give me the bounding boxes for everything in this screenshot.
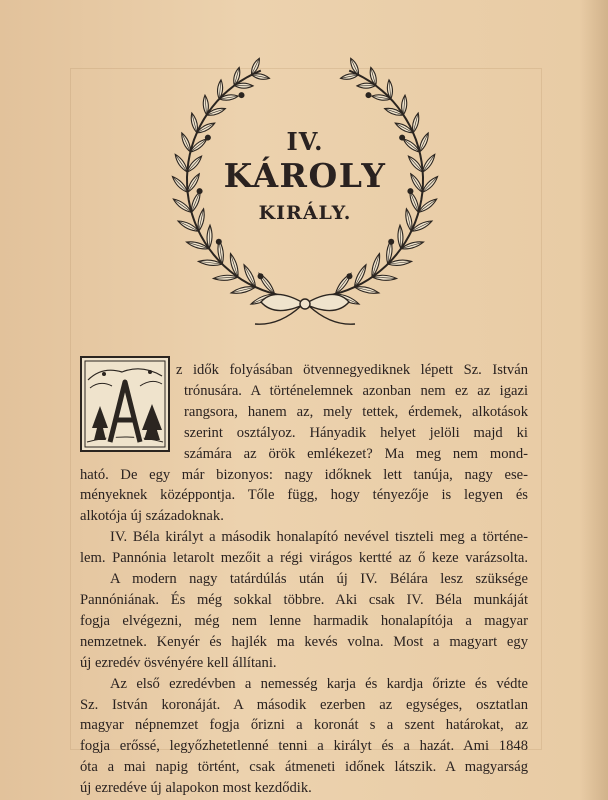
heading-title: KIRÁLY. [258, 202, 352, 224]
wreath-berry [365, 92, 371, 98]
wreath-berry [388, 239, 394, 245]
wreath-knot [300, 299, 310, 309]
wreath-berry [258, 273, 264, 279]
text-line: A modern nagy tatárdúlás után új IV. Bélára lesz szüksége [110, 571, 528, 588]
chapter-heading [200, 128, 410, 226]
text-line: Az első ezredévben a nemesség karja és kardja őrizte és védte [110, 675, 528, 692]
text-line: fogja erőssé, legyőzhetetlenné tenni a királyt és a hazát. Ami 1848 [80, 738, 528, 755]
text-line: IV. Béla királyt a második honalapító nevével tiszteli meg a történe- [110, 529, 528, 546]
drop-cap-letter: A [124, 446, 126, 447]
text-line: új ezredév ösvényére kell állítani. [80, 654, 277, 671]
page-edge-shadow [580, 0, 608, 800]
heading-number: IV. [286, 127, 324, 156]
text-line: magyar népnemzet fogja őrizni a koronát s a szent határokat, az [80, 717, 528, 734]
body-text [80, 360, 528, 799]
text-line: trónusára. A történelemnek azonban nem ez az igazi [184, 382, 528, 399]
text-line: nemzetnek. Kenyér és hajlék ma kevés volna. Most a magyart egy [80, 633, 528, 650]
text-line: Sz. István koronáját. A második ezerben az egységes, osztatlan [80, 696, 528, 713]
wreath-berry [346, 273, 352, 279]
wreath-leaf-vein [422, 177, 437, 193]
wreath-berry [239, 92, 245, 98]
text-line: Pannóniának. És még sokkal többre. Aki csak IV. Béla munkáját [80, 591, 528, 608]
wreath-leaf-vein [175, 154, 187, 172]
wreath-berry [216, 239, 222, 245]
text-line: lem. Pannónia letarolt mezőit a régi virágos kertté az ő keze varázsolta. [80, 550, 528, 567]
text-line: ható. De egy már bizonyos: nagy időknek lett tanúja, nagy ese- [80, 466, 528, 483]
text-line: z idők folyásában ötvennegyediknek lépett Sz. István [176, 362, 528, 378]
text-line: óta a mai napig történt, csak átmeneti időnek látszik. A magyarság [80, 759, 528, 776]
wreath-leaf-vein [172, 177, 187, 193]
text-line: számára az örök emlékezet? Ma meg nem mond- [184, 445, 528, 462]
text-line: rangsora, hanem az, mely tettek, érdemek, alkotások [184, 403, 528, 420]
text-line: ményeknek középpontja. Tőle függ, hogy tényezője is legyen és [80, 487, 528, 504]
heading-name: KÁROLY [223, 156, 387, 195]
text-line: fogja elvégezni, még nem lenne harmadik honalapítója a magyar [80, 612, 528, 629]
wreath-leaf-vein [423, 154, 435, 172]
text-line: szerint osztályoz. Hányadik helyet jelöli majd ki [184, 424, 528, 441]
text-line: alkotója új századoknak. [80, 508, 224, 525]
text-line: új ezredéve új alapokon most kezdődik. [80, 780, 312, 797]
